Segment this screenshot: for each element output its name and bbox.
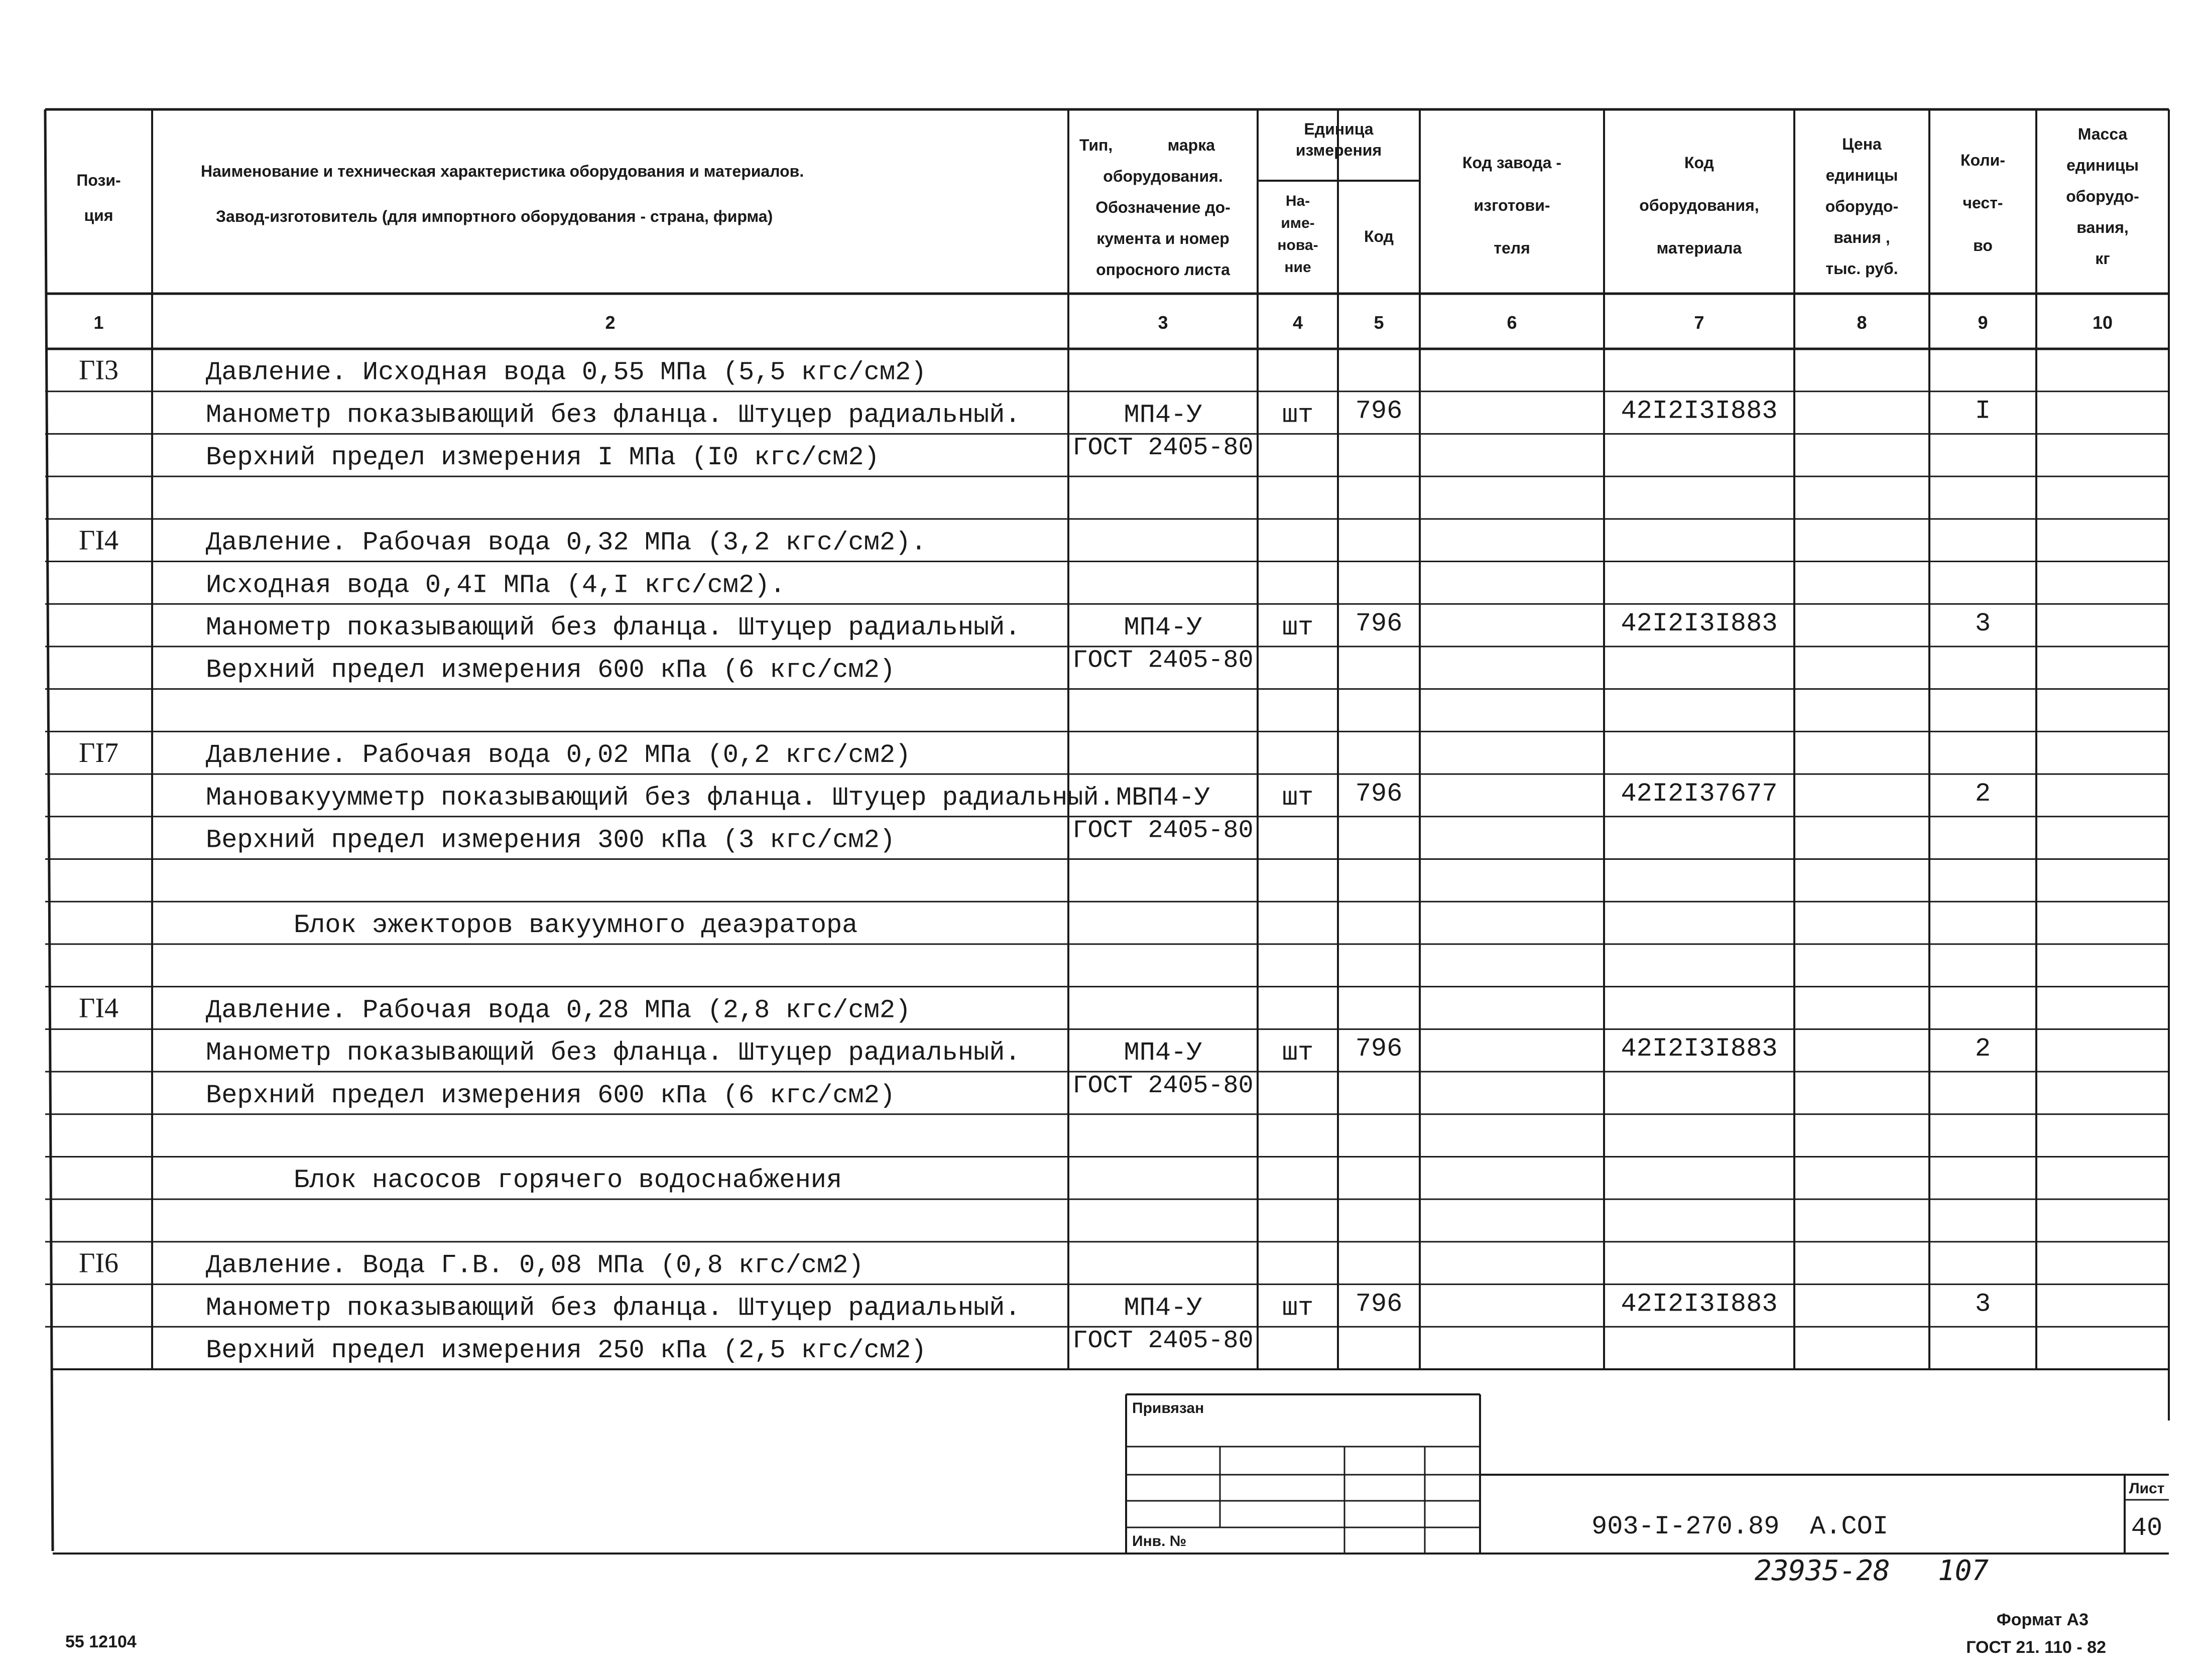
header-unit-name: нова-	[1277, 237, 1318, 253]
row-unit-code: 796	[1355, 608, 1403, 638]
stamp-document-code: 903-I-270.89	[1591, 1512, 1780, 1541]
row-quantity: 3	[1975, 608, 1991, 638]
row-name: Верхний предел измерения 250 кПа (2,5 кгс/см2)	[206, 1336, 927, 1365]
header-equipment-code: Код	[1684, 154, 1714, 172]
header-type: марка	[1167, 136, 1215, 154]
column-number: 8	[1857, 312, 1867, 333]
row-position: ГI4	[78, 525, 119, 556]
row-name: Давление. Рабочая вода 0,02 МПа (0,2 кгс/см2)	[206, 740, 911, 770]
footer-left-code: 55 12104	[65, 1632, 137, 1651]
row-quantity: 3	[1975, 1289, 1991, 1319]
stamp-document-suffix: А.COI	[1810, 1512, 1889, 1541]
row-equipment-code: 42I2I37677	[1621, 779, 1778, 809]
table-row	[206, 647, 1254, 685]
header-unit-code: Код	[1364, 227, 1394, 245]
header-mass: кг	[2095, 249, 2110, 268]
table-row	[206, 609, 1991, 642]
row-equipment-code: 42I2I3I883	[1621, 608, 1778, 638]
header-mass: вания,	[2076, 218, 2129, 236]
footer-format: Формат А3	[1996, 1610, 2089, 1629]
header-quantity: Коли-	[1960, 151, 2005, 169]
table-row	[206, 1072, 1254, 1110]
header-price: единицы	[1825, 166, 1898, 184]
table-row	[206, 1034, 1991, 1068]
row-name: Блок насосов горячего водоснабжения	[294, 1166, 842, 1196]
header-factory-code: теля	[1494, 239, 1530, 257]
table-row	[206, 396, 1991, 430]
header-mass: единицы	[2066, 156, 2139, 174]
row-quantity: 2	[1975, 1034, 1991, 1064]
row-type: ГОСТ 2405-80	[1072, 816, 1254, 845]
header-quantity: чест-	[1962, 194, 2003, 212]
row-equipment-code: 42I2I3I883	[1621, 1034, 1778, 1064]
stamp-inv-number: Инв. №	[1132, 1533, 1187, 1549]
column-number: 3	[1158, 312, 1168, 333]
row-name: Манометр показывающий без фланца. Штуцер радиальный.	[206, 400, 1021, 430]
table-row	[206, 817, 1254, 855]
header-factory-code: изготови-	[1474, 196, 1550, 214]
table-row	[79, 355, 926, 387]
row-type: МП4-У	[1124, 400, 1202, 430]
row-name: Блок эжекторов вакуумного деаэратора	[294, 910, 858, 940]
column-number: 7	[1694, 312, 1704, 333]
row-name: Исходная вода 0,4I МПа (4,I кгс/см2).	[206, 570, 786, 600]
column-number: 6	[1507, 312, 1517, 333]
row-type: ГОСТ 2405-80	[1072, 434, 1254, 463]
table-row	[294, 1166, 842, 1195]
row-unit: шт	[1282, 612, 1314, 642]
header-unit-name: ние	[1284, 259, 1311, 276]
column-number: 2	[605, 312, 616, 333]
row-quantity: I	[1975, 396, 1991, 426]
row-unit-code: 796	[1355, 779, 1403, 809]
title-block	[53, 1394, 2169, 1587]
table-row	[79, 1248, 864, 1280]
header-price: Цена	[1842, 135, 1882, 153]
stamp-privyazan: Привязан	[1132, 1400, 1204, 1416]
table-row	[206, 434, 1254, 472]
page-footer	[65, 1610, 2106, 1657]
table-body	[79, 355, 1991, 1365]
row-unit-code: 796	[1355, 396, 1403, 426]
column-number: 4	[1292, 312, 1303, 333]
row-name: Давление. Рабочая вода 0,32 МПа (3,2 кгс/см2).	[206, 528, 927, 558]
row-name: Давление. Исходная вода 0,55 МПа (5,5 кгс/см2)	[206, 357, 927, 387]
row-type: МП4-У	[1124, 612, 1202, 642]
row-type: МП4-У	[1124, 1038, 1202, 1068]
column-number: 10	[2092, 312, 2113, 333]
row-type: ГОСТ 2405-80	[1072, 1071, 1254, 1100]
grid-line	[45, 109, 53, 1551]
row-type: ГОСТ 2405-80	[1072, 1327, 1254, 1355]
table-row	[79, 737, 911, 770]
table-row	[206, 779, 1991, 813]
row-unit: шт	[1282, 1293, 1314, 1323]
header-name: Завод-изготовитель (для импортного оборудования - страна, фирма)	[216, 207, 773, 225]
table-row	[206, 1327, 1254, 1365]
row-type: ГОСТ 2405-80	[1072, 646, 1254, 675]
row-unit-code: 796	[1355, 1034, 1403, 1064]
header-factory-code: Код завода -	[1462, 154, 1562, 172]
row-type: МВП4-У	[1116, 783, 1210, 813]
stamp-sheet-number: 40	[2131, 1513, 2163, 1543]
column-number: 1	[93, 312, 104, 333]
header-equipment-code: материала	[1656, 239, 1742, 257]
row-position: ГI4	[78, 992, 119, 1024]
header-type: кумента и номер	[1096, 229, 1230, 247]
row-name: Манометр показывающий без фланца. Штуцер радиальный.	[206, 1038, 1021, 1068]
header-name: Наименование и техническая характеристика оборудования и материалов.	[201, 162, 804, 180]
row-name: Верхний предел измерения 600 кПа (6 кгс/см2)	[206, 1080, 896, 1110]
row-unit: шт	[1282, 783, 1314, 813]
table-row	[206, 570, 786, 600]
header-unit-name: На-	[1285, 193, 1310, 209]
row-name: Манометр показывающий без фланца. Штуцер радиальный.	[206, 612, 1021, 642]
header-mass: оборудо-	[2066, 187, 2139, 205]
column-numbers-row	[93, 312, 2113, 333]
row-unit: шт	[1282, 400, 1314, 430]
header-type: оборудования.	[1103, 167, 1223, 185]
header-equipment-code: оборудования,	[1639, 196, 1759, 214]
row-quantity: 2	[1975, 779, 1991, 809]
row-name: Верхний предел измерения 600 кПа (6 кгс/см2)	[206, 655, 896, 685]
row-position: ГI7	[78, 737, 119, 769]
row-name: Давление. Рабочая вода 0,28 МПа (2,8 кгс/см2)	[206, 995, 911, 1025]
row-type: МП4-У	[1124, 1293, 1202, 1323]
header-mass: Масса	[2077, 125, 2128, 143]
row-unit: шт	[1282, 1038, 1314, 1068]
row-name: Давление. Вода Г.В. 0,08 МПа (0,8 кгс/см2)	[206, 1250, 864, 1280]
stamp-sheet-label: Лист	[2129, 1480, 2165, 1497]
header-price: оборудо-	[1825, 197, 1899, 215]
header-position: Пози-	[76, 171, 121, 189]
row-name: Манометр показывающий без фланца. Штуцер радиальный.	[206, 1293, 1021, 1323]
row-position: ГI6	[78, 1247, 119, 1279]
header-type: Тип,	[1079, 136, 1113, 154]
table-row	[79, 992, 911, 1025]
row-position: ГI3	[78, 354, 119, 386]
header-position: ция	[84, 206, 113, 224]
row-name: Верхний предел измерения 300 кПа (3 кгс/см2)	[206, 825, 896, 855]
column-number: 9	[1978, 312, 1988, 333]
column-number: 5	[1374, 312, 1384, 333]
header-unit-group: Единица	[1304, 120, 1374, 138]
header-price: тыс. руб.	[1825, 260, 1898, 278]
table-row	[79, 525, 926, 558]
row-equipment-code: 42I2I3I883	[1621, 396, 1778, 426]
stamp-handwritten-page: 107	[1938, 1555, 1989, 1587]
header-unit-name: име-	[1281, 215, 1315, 231]
stamp-handwritten-number: 23935-28	[1755, 1555, 1890, 1587]
row-name: Мановакуумметр показывающий без фланца. Штуцер радиальный.	[206, 783, 1115, 813]
header-quantity: во	[1973, 236, 1993, 254]
footer-gost: ГОСТ 21. 110 - 82	[1966, 1638, 2106, 1657]
header-type: опросного листа	[1096, 261, 1230, 279]
table-header	[76, 120, 2139, 279]
table-row	[294, 911, 857, 940]
row-name: Верхний предел измерения I МПа (I0 кгс/см2)	[206, 443, 880, 473]
table-row	[206, 1289, 1991, 1323]
header-price: вания ,	[1833, 228, 1890, 246]
row-equipment-code: 42I2I3I883	[1621, 1289, 1778, 1319]
row-unit-code: 796	[1355, 1289, 1403, 1319]
header-type: Обозначение до-	[1095, 198, 1231, 216]
header-unit-group: измерения	[1295, 141, 1382, 159]
